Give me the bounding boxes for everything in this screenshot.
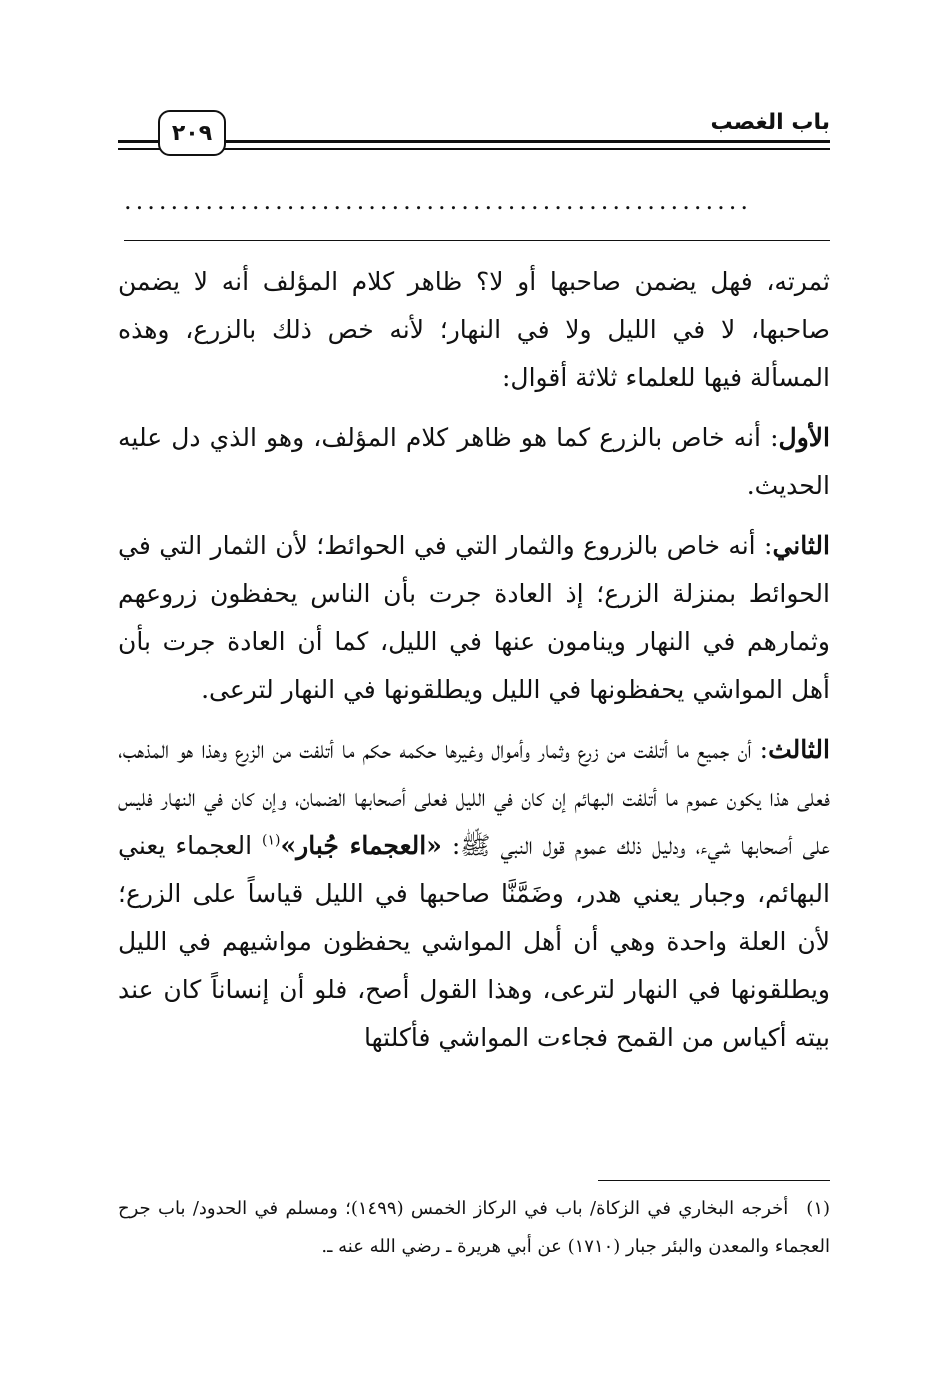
third-opinion-text-continued: العجماء يعني البهائم، وجبار يعني هدر، وضَمَّنَّا صاحبها في الليل قياساً على الزرع؛ لأن العلة واحدة وهي أن أهل المواشي يحفظون مواشيهم في الليل ويطلقونها في النهار لترعى، وهذا القول أصح، فلو أن إنساناً كان عند بيته أكياس من القمح فجاءت المواشي فأكلتها xyxy=(118,831,830,1052)
first-opinion-label: الأول xyxy=(778,423,830,452)
top-rule xyxy=(124,240,830,241)
first-opinion-text: : أنه خاص بالزرع كما هو ظاهر كلام المؤلف، وهو الذي دل عليه الحديث. xyxy=(118,423,830,500)
paragraph-3 xyxy=(118,522,830,714)
footnote-text: أخرجه البخاري في الزكاة/ باب في الركاز الخمس (١٤٩٩)؛ ومسلم في الحدود/ باب جرح العجماء والمعدن والبئر جبار (١٧١٠) عن أبي هريرة ـ رضي الله عنه ـ. xyxy=(118,1198,830,1257)
third-opinion-text: : أن جميع ما أتلفت من زرع وثمار وأموال وغيرها حكمه حكم ما أتلفت من الزرع وهذا هو المذهب، فعلى هذا يكون عموم ما أتلفت البهائم إن كان في الليل فعلى أصحابها الضمان، وإن كان في النهار فليس على أصحابها شيء، ودليل ذلك عموم قول النبي ﷺ: xyxy=(118,735,830,860)
hadith-quote: «العجماء جُبار» xyxy=(280,831,442,860)
page-number-badge xyxy=(158,110,226,156)
paragraph-1: ثمرته، فهل يضمن صاحبها أو لا؟ ظاهر كلام المؤلف أنه لا يضمن صاحبها، لا في الليل ولا في النهار؛ لأنه خص ذلك بالزرع، وهذه المسألة فيها للعلماء ثلاثة أقوال: xyxy=(118,267,830,392)
footnote-rule xyxy=(598,1180,830,1181)
separator-dots: ...................................................... xyxy=(124,187,752,215)
main-text xyxy=(118,258,830,1074)
footnote-number: (١) xyxy=(806,1198,831,1219)
second-opinion-text: : أنه خاص بالزروع والثمار التي في الحوائط؛ لأن الثمار التي في الحوائط بمنزلة الزرع؛ إذ العادة جرت بأن الناس يحفظون زروعهم وثمارهم في النهار وينامون عنها في الليل، كما أن العادة جرت بأن أهل المواشي يحفظونها في الليل ويطلقونها في النهار لترعى. xyxy=(118,531,830,704)
footnote-reference: (١) xyxy=(262,832,281,849)
third-opinion-label: الثالث xyxy=(768,735,830,764)
paragraph-2 xyxy=(118,414,830,510)
page-number: ٢٠٩ xyxy=(171,120,213,146)
footnote xyxy=(118,1190,830,1266)
page-header xyxy=(118,102,830,162)
second-opinion-label: الثاني xyxy=(772,531,830,560)
chapter-title: باب الغصب xyxy=(701,110,830,135)
paragraph-4 xyxy=(118,726,830,1062)
